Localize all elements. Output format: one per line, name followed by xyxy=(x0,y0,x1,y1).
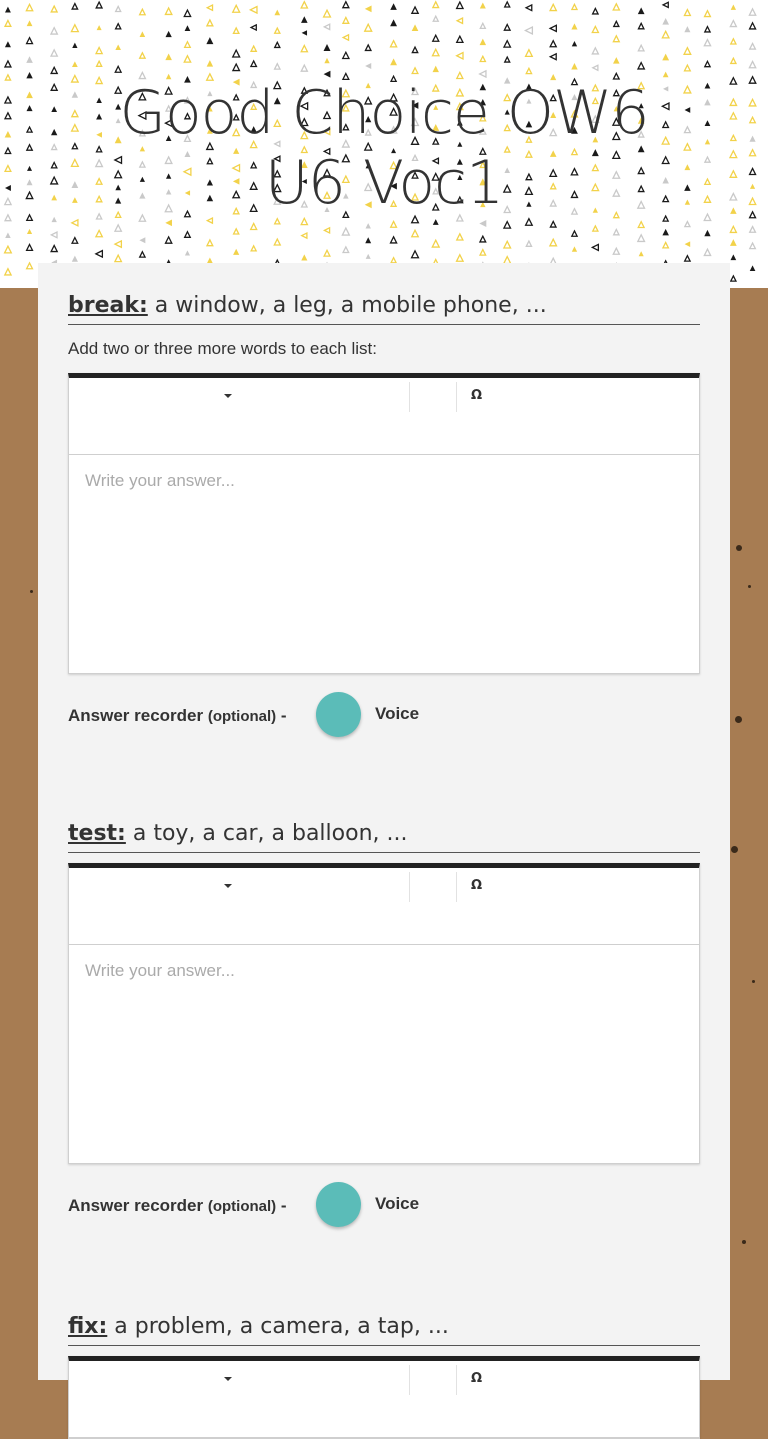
triangle-shape xyxy=(480,23,485,28)
triangle-shape xyxy=(684,10,690,16)
triangle-shape xyxy=(207,5,212,10)
triangle-shape xyxy=(365,223,370,228)
triangle-shape xyxy=(550,239,557,246)
triangle-shape xyxy=(234,229,239,234)
triangle-shape xyxy=(572,41,577,46)
triangle-shape xyxy=(233,50,240,57)
triangle-shape xyxy=(662,229,669,236)
triangle-shape xyxy=(324,58,329,63)
triangle-shape xyxy=(750,265,756,271)
question-word: test: xyxy=(68,821,126,846)
triangle-shape xyxy=(365,63,371,69)
triangle-shape xyxy=(365,24,372,31)
triangle-shape xyxy=(274,239,280,245)
triangle-shape xyxy=(731,5,736,10)
triangle-shape xyxy=(480,39,487,46)
triangle-shape xyxy=(663,72,669,78)
triangle-shape xyxy=(185,25,191,31)
triangle-shape xyxy=(5,20,11,26)
triangle-shape xyxy=(662,18,669,25)
question-heading xyxy=(68,821,700,853)
triangle-shape xyxy=(324,71,331,78)
triangle-shape xyxy=(184,10,190,16)
triangle-shape xyxy=(343,35,348,40)
triangle-shape xyxy=(731,254,737,260)
instructions: Add two or three more words to each list: xyxy=(68,339,377,358)
triangle-shape xyxy=(115,225,121,231)
triangle-shape xyxy=(72,238,78,244)
triangle-shape xyxy=(5,269,11,275)
triangle-shape xyxy=(479,220,486,227)
triangle-shape xyxy=(391,221,397,227)
format-dropdown[interactable] xyxy=(69,868,409,904)
triangle-shape xyxy=(704,230,710,236)
triangle-shape xyxy=(749,61,755,67)
triangle-shape xyxy=(750,43,756,49)
triangle-shape xyxy=(5,7,11,13)
triangle-shape xyxy=(593,8,598,13)
triangle-shape xyxy=(301,2,307,8)
triangle-shape xyxy=(324,250,330,256)
question-examples: a window, a leg, a mobile phone, ... xyxy=(147,293,547,318)
answer-textarea[interactable]: Write your answer... xyxy=(85,961,235,980)
cork-speck xyxy=(748,585,751,588)
triangle-shape xyxy=(302,233,307,238)
answer-editor xyxy=(68,373,700,674)
question-examples: a toy, a car, a balloon, ... xyxy=(125,821,408,846)
triangle-shape xyxy=(704,249,710,255)
voice-label: Voice xyxy=(375,1194,420,1213)
triangle-shape xyxy=(51,50,57,56)
triangle-shape xyxy=(704,40,710,46)
triangle-shape xyxy=(433,66,439,72)
triangle-shape xyxy=(614,21,619,26)
triangle-shape xyxy=(480,2,486,8)
triangle-shape xyxy=(662,54,669,61)
triangle-shape xyxy=(185,42,191,48)
cork-speck xyxy=(742,1240,746,1244)
triangle-shape xyxy=(750,243,756,249)
triangle-shape xyxy=(412,251,419,258)
triangle-shape xyxy=(71,25,78,32)
triangle-shape xyxy=(638,23,643,28)
special-character-icon[interactable]: Ω xyxy=(471,878,483,893)
triangle-shape xyxy=(730,21,736,27)
triangle-shape xyxy=(684,26,690,32)
page-title xyxy=(0,78,768,218)
triangle-shape xyxy=(638,235,645,242)
triangle-shape xyxy=(365,237,371,243)
triangle-shape xyxy=(731,58,736,63)
toolbar-button[interactable] xyxy=(410,868,456,904)
triangle-shape xyxy=(705,27,710,32)
recorder-label-text: Answer recorder xyxy=(68,706,204,725)
triangle-shape xyxy=(166,31,172,37)
worksheet xyxy=(38,263,730,1386)
triangle-shape xyxy=(233,249,239,255)
triangle-shape xyxy=(505,2,510,7)
triangle-shape xyxy=(96,251,103,258)
triangle-shape xyxy=(731,276,736,281)
caret-down-icon xyxy=(224,884,232,888)
triangle-shape xyxy=(457,2,463,8)
triangle-shape xyxy=(550,221,556,227)
triangle-shape xyxy=(592,48,598,54)
triangle-shape xyxy=(5,246,12,253)
triangle-shape xyxy=(572,246,577,251)
triangle-shape xyxy=(685,222,690,227)
cork-speck xyxy=(736,545,742,551)
triangle-shape xyxy=(730,226,736,232)
triangle-shape xyxy=(140,252,145,257)
triangle-shape xyxy=(391,41,397,47)
triangle-shape xyxy=(115,255,122,262)
recorder-label xyxy=(68,1196,287,1216)
triangle-shape xyxy=(184,56,190,62)
triangle-shape xyxy=(343,52,349,58)
triangle-shape xyxy=(72,61,78,67)
triangle-shape xyxy=(412,68,418,74)
triangle-shape xyxy=(730,239,737,246)
triangle-shape xyxy=(251,61,257,67)
triangle-shape xyxy=(432,240,439,247)
triangle-shape xyxy=(613,36,619,42)
question-test xyxy=(68,821,700,1232)
triangle-shape xyxy=(638,45,644,51)
triangle-shape xyxy=(457,18,462,23)
triangle-shape xyxy=(343,2,349,8)
triangle-shape xyxy=(72,220,78,226)
triangle-shape xyxy=(274,10,280,16)
triangle-shape xyxy=(96,230,102,236)
triangle-shape xyxy=(26,4,32,10)
triangle-shape xyxy=(140,9,145,14)
triangle-shape xyxy=(139,237,145,243)
triangle-shape xyxy=(432,49,439,56)
triangle-shape xyxy=(27,20,33,26)
triangle-shape xyxy=(250,7,257,14)
triangle-shape xyxy=(685,256,690,261)
triangle-shape xyxy=(750,23,756,29)
triangle-shape xyxy=(550,41,556,47)
triangle-shape xyxy=(412,230,418,236)
triangle-shape xyxy=(233,5,240,12)
triangle-shape xyxy=(613,4,619,10)
triangle-shape xyxy=(391,237,397,243)
triangle-shape xyxy=(116,6,121,11)
recorder-optional: (optional) xyxy=(207,708,277,725)
triangle-shape xyxy=(526,50,533,57)
cork-speck xyxy=(735,716,742,723)
triangle-shape xyxy=(275,28,280,33)
triangle-shape xyxy=(207,218,212,223)
answer-textarea[interactable]: Write your answer... xyxy=(85,471,235,490)
triangle-shape xyxy=(324,44,331,51)
header-banner xyxy=(0,0,768,288)
triangle-shape xyxy=(390,19,397,26)
triangle-shape xyxy=(275,64,280,69)
triangle-shape xyxy=(480,71,486,77)
triangle-shape xyxy=(412,47,417,52)
cork-speck xyxy=(731,846,738,853)
triangle-shape xyxy=(251,46,256,51)
triangle-shape xyxy=(51,232,57,238)
triangle-shape xyxy=(572,4,577,9)
triangle-shape xyxy=(72,43,77,48)
triangle-shape xyxy=(433,2,439,8)
triangle-shape xyxy=(639,251,644,256)
triangle-shape xyxy=(505,57,510,62)
triangle-shape xyxy=(51,67,57,73)
triangle-shape xyxy=(504,241,511,248)
triangle-shape xyxy=(662,31,669,38)
triangle-shape xyxy=(51,245,57,251)
triangle-shape xyxy=(749,9,755,15)
triangle-shape xyxy=(251,223,257,229)
special-character-icon[interactable]: Ω xyxy=(471,388,483,403)
triangle-shape xyxy=(206,37,213,44)
triangle-shape xyxy=(614,229,619,234)
triangle-shape xyxy=(550,25,556,31)
toolbar-divider xyxy=(456,382,457,412)
triangle-shape xyxy=(390,58,397,65)
question-examples: a problem, a camera, a tap, ... xyxy=(107,1314,449,1339)
triangle-shape xyxy=(275,219,280,224)
triangle-shape xyxy=(638,222,644,228)
triangle-shape xyxy=(705,61,710,66)
toolbar-divider xyxy=(456,872,457,902)
recorder-optional: (optional) xyxy=(207,1198,277,1215)
triangle-shape xyxy=(342,228,349,235)
question-heading xyxy=(68,293,700,325)
answer-editor xyxy=(68,1356,700,1439)
triangle-shape xyxy=(97,61,102,66)
triangle-shape xyxy=(5,232,10,237)
triangle-shape xyxy=(251,25,256,30)
question-word: fix: xyxy=(68,1314,108,1339)
triangle-shape xyxy=(27,229,32,234)
question-word: break: xyxy=(68,293,148,318)
triangle-shape xyxy=(301,46,307,52)
triangle-shape xyxy=(72,256,78,262)
triangle-shape xyxy=(365,5,372,12)
triangle-shape xyxy=(457,53,463,59)
answer-recorder xyxy=(68,692,700,742)
editor-toolbar xyxy=(69,868,699,945)
triangle-shape xyxy=(51,28,57,34)
recorder-dash: - xyxy=(276,1196,287,1215)
triangle-shape xyxy=(185,250,190,255)
cork-speck xyxy=(30,590,33,593)
toolbar-button[interactable] xyxy=(410,378,456,414)
triangle-shape xyxy=(5,61,11,67)
triangle-shape xyxy=(324,24,329,29)
triangle-shape xyxy=(26,56,33,63)
recorder-dash: - xyxy=(276,706,287,725)
triangle-shape xyxy=(301,254,307,260)
triangle-shape xyxy=(480,236,486,242)
triangle-shape xyxy=(390,3,397,10)
triangle-shape xyxy=(27,38,33,44)
triangle-shape xyxy=(592,26,598,32)
triangle-shape xyxy=(27,263,33,269)
triangle-shape xyxy=(685,241,691,247)
triangle-shape xyxy=(51,6,57,12)
triangle-shape xyxy=(433,16,438,21)
triangle-shape xyxy=(504,41,510,47)
triangle-shape xyxy=(140,31,146,37)
triangle-shape xyxy=(480,56,485,61)
triangle-shape xyxy=(571,23,577,29)
special-character-icon[interactable]: Ω xyxy=(471,1371,483,1386)
toolbar-button[interactable] xyxy=(410,1361,456,1397)
triangle-shape xyxy=(526,219,533,226)
triangle-shape xyxy=(457,234,463,240)
triangle-shape xyxy=(140,53,145,58)
triangle-shape xyxy=(750,227,756,233)
caret-down-icon xyxy=(224,394,232,398)
triangle-shape xyxy=(185,232,191,238)
triangle-shape xyxy=(550,4,556,10)
triangle-shape xyxy=(613,248,619,254)
triangle-shape xyxy=(207,240,213,246)
triangle-shape xyxy=(592,244,598,250)
editor-toolbar xyxy=(69,1361,699,1438)
triangle-shape xyxy=(526,241,531,246)
triangle-shape xyxy=(207,60,213,66)
triangle-shape xyxy=(412,24,419,31)
triangle-shape xyxy=(663,2,668,7)
triangle-shape xyxy=(115,241,121,247)
triangle-shape xyxy=(366,254,371,259)
triangle-shape xyxy=(302,30,307,35)
recorder-label-text: Answer recorder xyxy=(68,1196,204,1215)
triangle-shape xyxy=(343,17,349,23)
triangle-shape xyxy=(165,220,172,227)
triangle-shape xyxy=(731,39,736,44)
triangle-shape xyxy=(116,24,121,29)
triangle-shape xyxy=(685,65,691,71)
triangle-shape xyxy=(275,42,280,47)
triangle-shape xyxy=(525,27,532,34)
question-break xyxy=(68,293,700,742)
cork-speck xyxy=(752,980,755,983)
triangle-shape xyxy=(96,47,102,53)
triangle-shape xyxy=(572,231,577,236)
triangle-shape xyxy=(613,57,620,64)
format-dropdown[interactable] xyxy=(69,378,409,414)
triangle-shape xyxy=(504,25,510,31)
triangle-shape xyxy=(27,244,33,250)
triangle-shape xyxy=(457,255,464,262)
title-line-2: U6 Voc1 xyxy=(264,148,504,218)
format-dropdown[interactable] xyxy=(69,1361,409,1397)
triangle-shape xyxy=(5,41,11,47)
triangle-shape xyxy=(638,7,645,14)
record-button[interactable] xyxy=(316,1182,361,1227)
triangle-shape xyxy=(638,63,644,69)
triangle-shape xyxy=(165,8,171,14)
triangle-shape xyxy=(457,36,463,42)
triangle-shape xyxy=(165,54,172,61)
triangle-shape xyxy=(433,219,439,225)
triangle-shape xyxy=(480,250,486,256)
triangle-shape xyxy=(550,54,556,60)
triangle-shape xyxy=(504,222,511,229)
triangle-shape xyxy=(412,7,418,13)
triangle-shape xyxy=(526,68,531,73)
triangle-shape xyxy=(233,64,240,71)
triangle-shape xyxy=(343,247,349,253)
triangle-shape xyxy=(433,35,439,41)
triangle-shape xyxy=(301,16,308,23)
triangle-shape xyxy=(97,25,102,30)
editor-toolbar xyxy=(69,378,699,455)
triangle-shape xyxy=(324,228,329,233)
triangle-shape xyxy=(301,65,307,71)
triangle-shape xyxy=(301,218,307,224)
answer-recorder xyxy=(68,1182,700,1232)
triangle-shape xyxy=(115,66,121,72)
triangle-shape xyxy=(365,45,371,51)
recorder-label xyxy=(68,706,287,726)
triangle-shape xyxy=(233,28,238,33)
caret-down-icon xyxy=(224,1377,232,1381)
triangle-shape xyxy=(593,65,598,70)
question-heading xyxy=(68,1314,700,1346)
triangle-shape xyxy=(165,237,171,243)
record-button[interactable] xyxy=(316,692,361,737)
triangle-shape xyxy=(115,44,121,50)
triangle-shape xyxy=(96,2,102,8)
triangle-shape xyxy=(72,4,77,9)
triangle-shape xyxy=(684,48,691,55)
voice-label: Voice xyxy=(375,704,420,723)
triangle-shape xyxy=(207,20,213,26)
triangle-shape xyxy=(593,226,598,231)
triangle-shape xyxy=(705,11,711,17)
triangle-shape xyxy=(251,246,256,251)
title-line-1: Good Choice OW6 xyxy=(119,78,649,148)
question-fix xyxy=(68,1314,700,1439)
triangle-shape xyxy=(663,242,668,247)
triangle-shape xyxy=(526,5,532,11)
triangle-shape xyxy=(324,10,331,17)
answer-editor xyxy=(68,863,700,1164)
toolbar-divider xyxy=(456,1365,457,1395)
triangle-shape xyxy=(571,63,577,69)
